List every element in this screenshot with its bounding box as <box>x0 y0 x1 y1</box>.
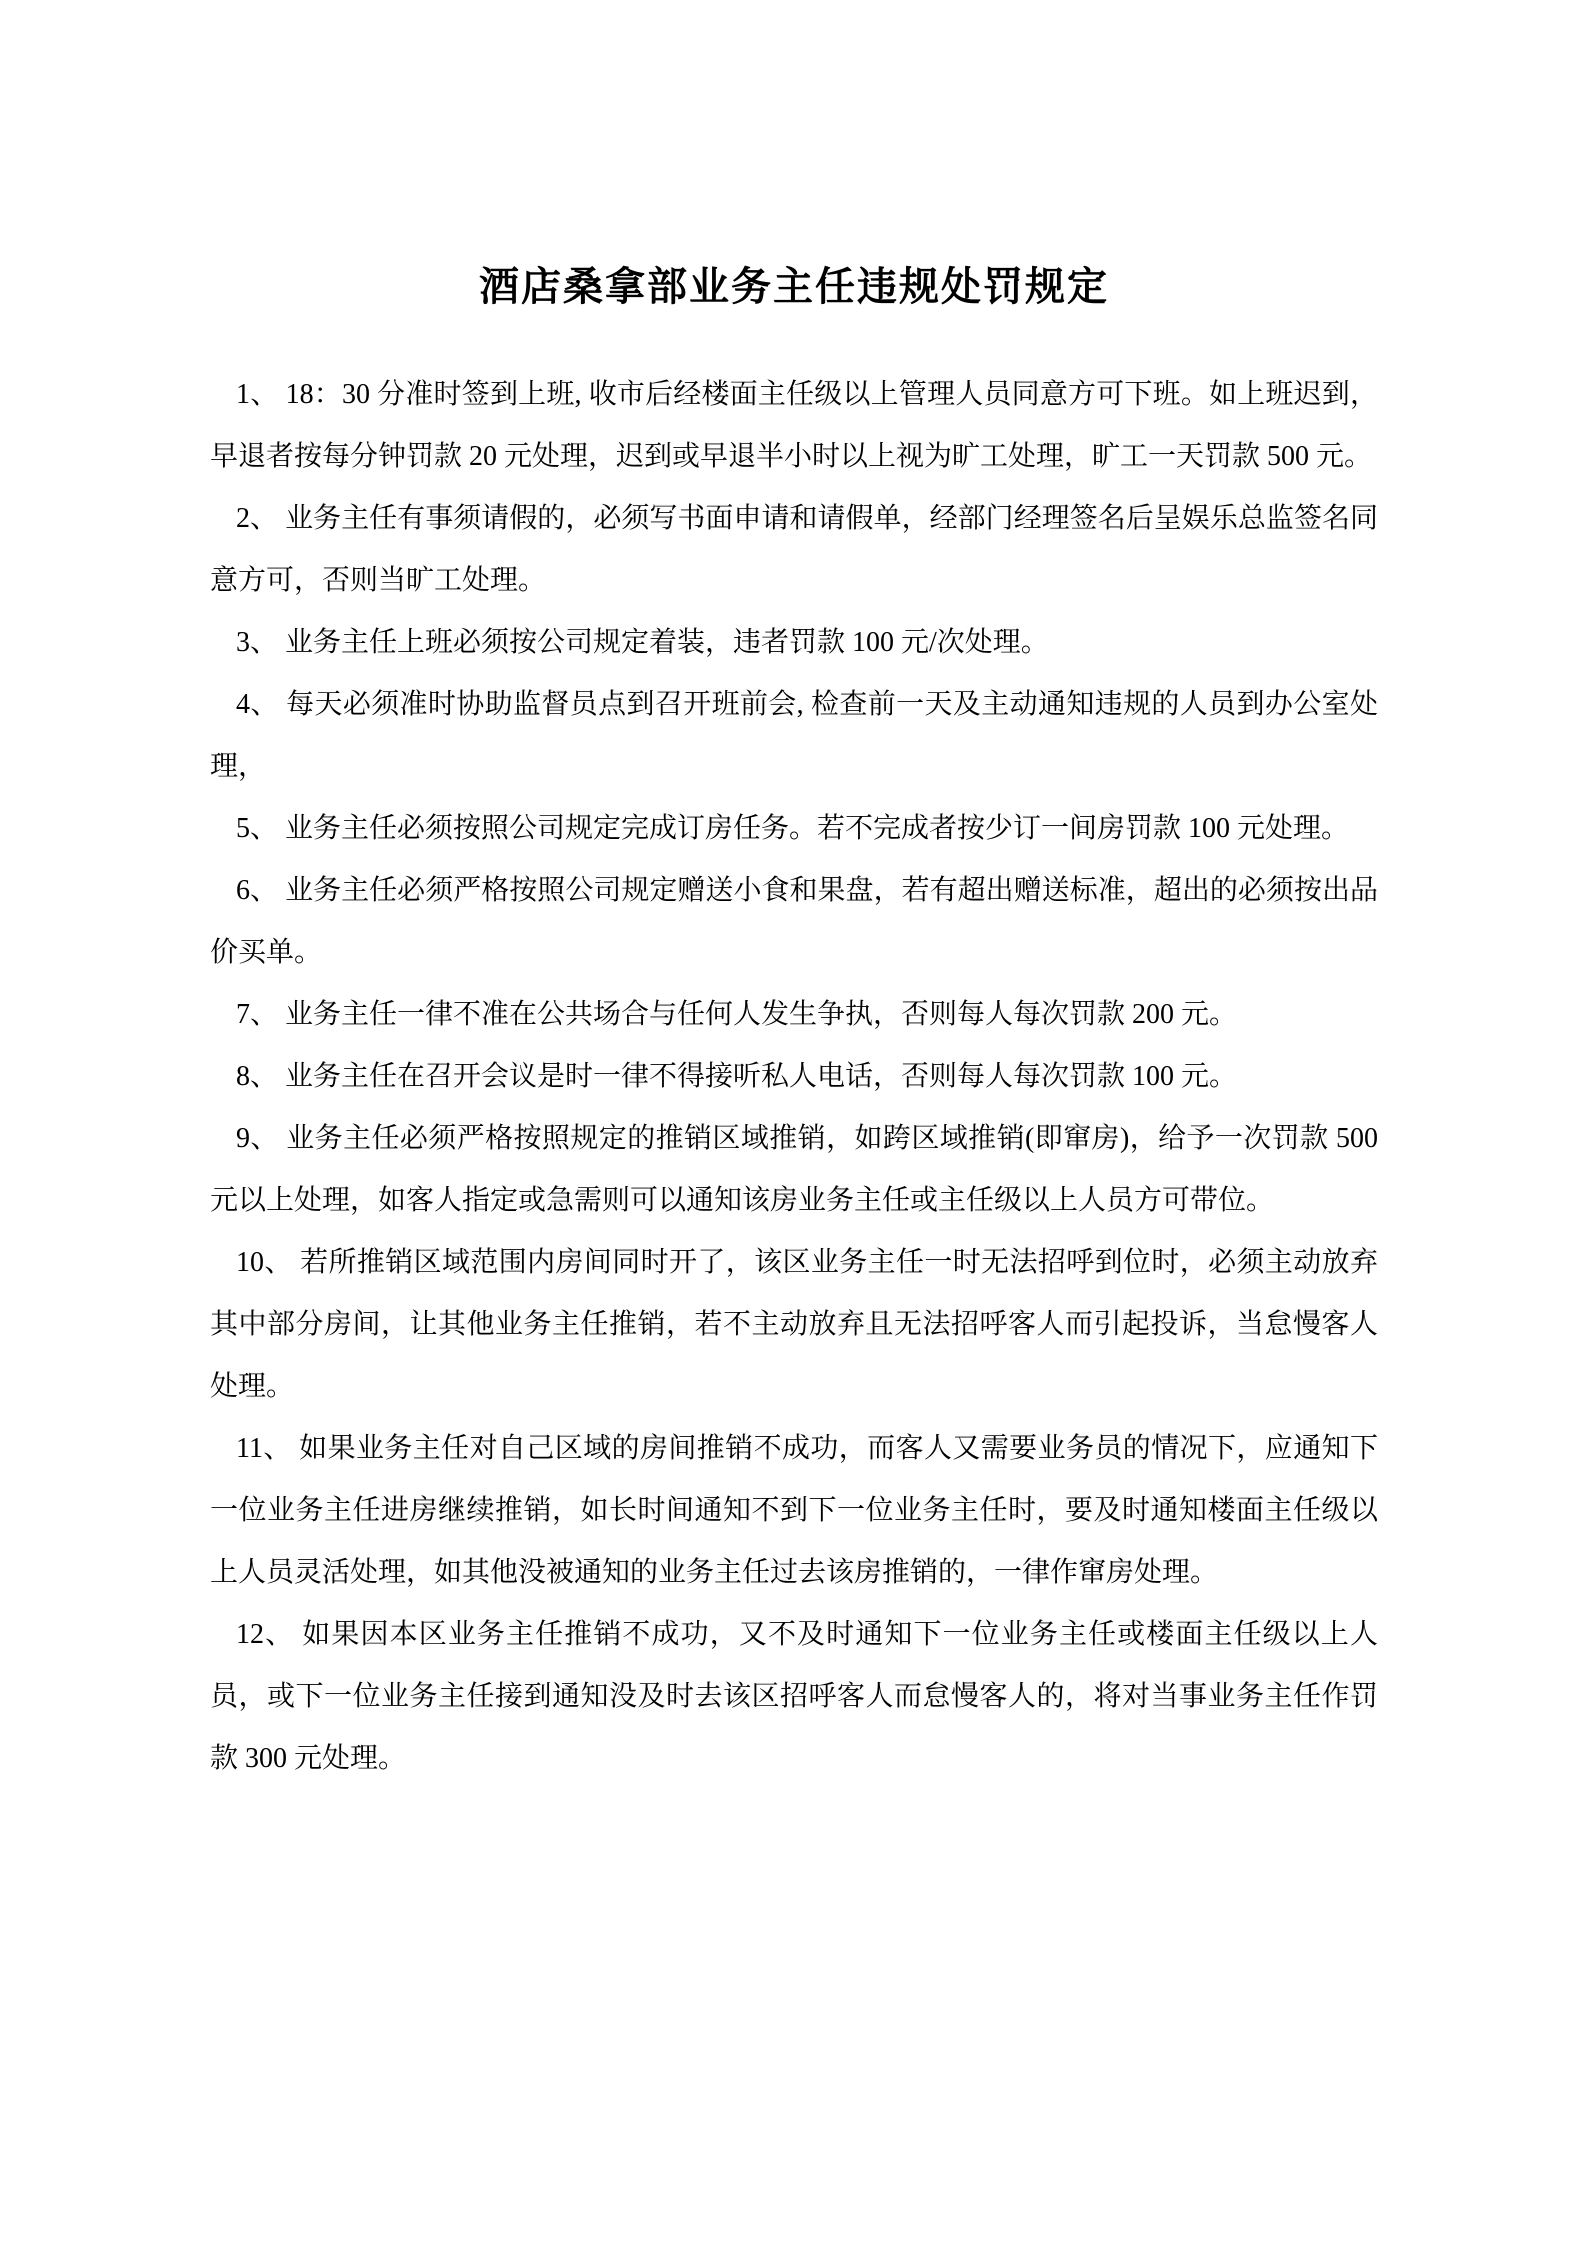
regulation-item-10: 10、 若所推销区域范围内房间同时开了，该区业务主任一时无法招呼到位时，必须主动放弃其中部分房间，让其他业务主任推销，若不主动放弃且无法招呼客人而引起投诉，当怠慢客人处理。 <box>210 1247 1378 1402</box>
regulation-item-12: 12、 如果因本区业务主任推销不成功，又不及时通知下一位业务主任或楼面主任级以上人员，或下一位业务主任接到通知没及时去该区招呼客人而怠慢客人的，将对当事业务主任作罚款 300 元处理。 <box>210 1619 1378 1774</box>
document-body <box>210 364 1378 1790</box>
regulation-item-5: 5、 业务主任必须按照公司规定完成订房任务。若不完成者按少订一间房罚款 100 元处理。 <box>236 813 1350 844</box>
regulation-item-4: 4、 每天必须准时协助监督员点到召开班前会, 检查前一天及主动通知违规的人员到办公室处理， <box>210 689 1378 782</box>
regulation-item-7: 7、 业务主任一律不准在公共场合与任何人发生争执，否则每人每次罚款 200 元。 <box>236 999 1238 1030</box>
regulation-item-1: 1、 18：30 分准时签到上班, 收市后经楼面主任级以上管理人员同意方可下班。如上班迟到，早退者按每分钟罚款 20 元处理，迟到或早退半小时以上视为旷工处理，旷工一天罚款 500 元。 <box>210 379 1378 472</box>
regulation-item-3: 3、 业务主任上班必须按公司规定着装，违者罚款 100 元/次处理。 <box>236 627 1049 658</box>
document-title: 酒店桑拿部业务主任违规处罚规定 <box>479 265 1109 309</box>
regulation-item-11: 11、 如果业务主任对自己区域的房间推销不成功，而客人又需要业务员的情况下，应通知下一位业务主任进房继续推销，如长时间通知不到下一位业务主任时，要及时通知楼面主任级以上人员灵活处理，如其他没被通知的业务主任过去该房推销的，一律作窜房处理。 <box>210 1433 1378 1588</box>
regulation-item-2: 2、 业务主任有事须请假的，必须写书面申请和请假单，经部门经理签名后呈娱乐总监签名同意方可，否则当旷工处理。 <box>210 503 1378 596</box>
regulation-item-8: 8、 业务主任在召开会议是时一律不得接听私人电话，否则每人每次罚款 100 元。 <box>236 1061 1238 1092</box>
regulation-item-6: 6、 业务主任必须严格按照公司规定赠送小食和果盘，若有超出赠送标准，超出的必须按出品价买单。 <box>210 875 1378 968</box>
regulation-item-9: 9、 业务主任必须严格按照规定的推销区域推销，如跨区域推销(即窜房)，给予一次罚款 500 元以上处理，如客人指定或急需则可以通知该房业务主任或主任级以上人员方可带位。 <box>210 1123 1378 1216</box>
